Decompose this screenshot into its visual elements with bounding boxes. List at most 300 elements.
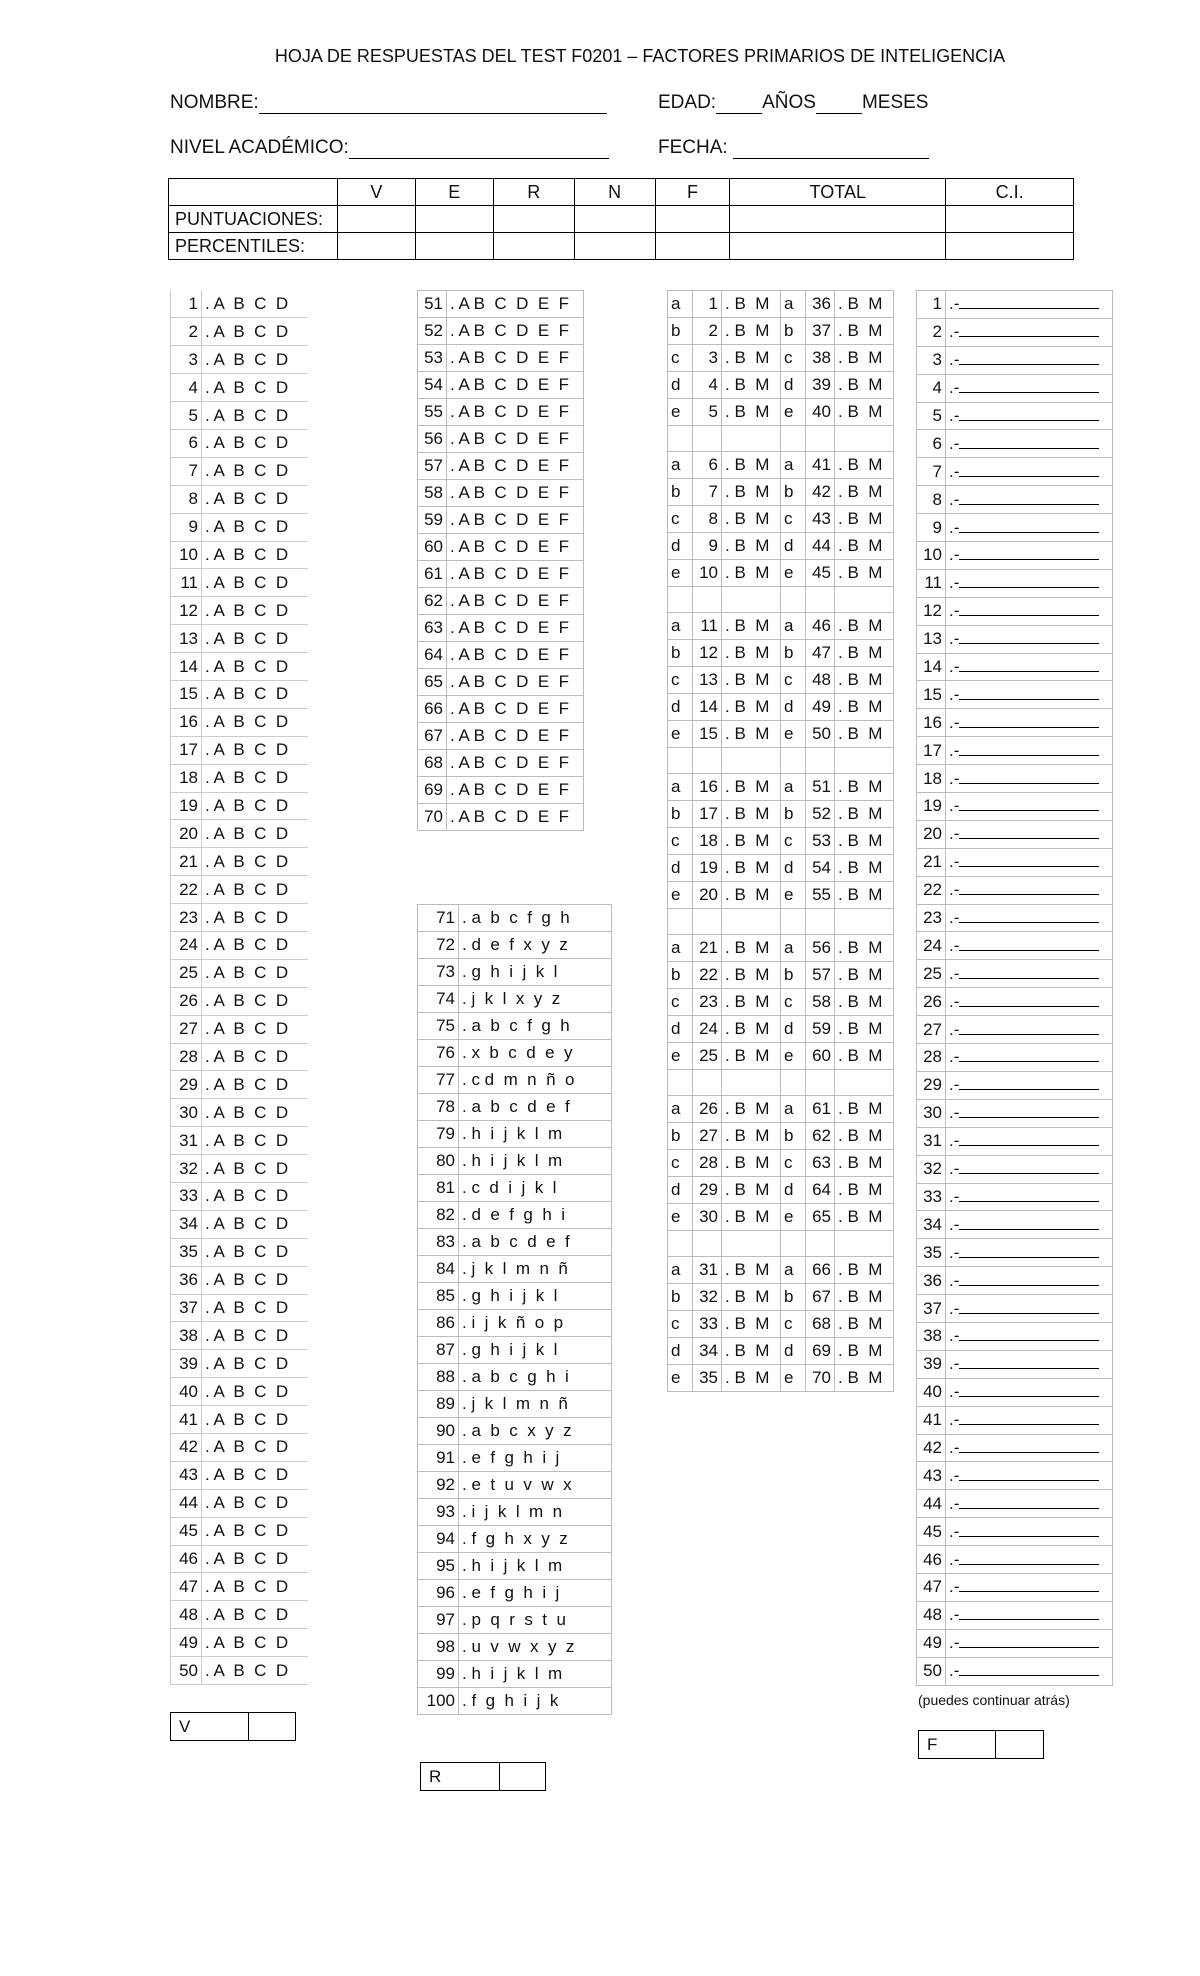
answer-row-f — [917, 1490, 1113, 1518]
answer-options[interactable]: . B M — [722, 1096, 781, 1123]
answer-line[interactable] — [946, 932, 1113, 960]
answer-options[interactable]: . A B C D — [202, 876, 309, 904]
answer-options[interactable]: . A B C D E F — [447, 291, 584, 318]
answer-options[interactable]: . B M — [722, 613, 781, 640]
answer-line[interactable] — [946, 291, 1113, 319]
answer-options[interactable]: . A B C D E F — [447, 399, 584, 426]
answer-options[interactable]: . B M — [722, 882, 781, 909]
answer-options[interactable]: . u v w x y z — [459, 1634, 612, 1661]
sub-letter: a — [668, 613, 693, 640]
answer-options[interactable]: . i j k ñ o p — [459, 1310, 612, 1337]
answer-options[interactable]: . B M — [722, 345, 781, 372]
answer-options[interactable]: . A B C D — [202, 1350, 309, 1378]
answer-options[interactable]: . B M — [722, 372, 781, 399]
line-prefix: .- — [949, 740, 960, 760]
answer-row-n — [668, 399, 894, 426]
answer-line[interactable] — [946, 681, 1113, 709]
answer-options[interactable]: . B M — [722, 1284, 781, 1311]
answer-options[interactable]: . x b c d e y — [459, 1040, 612, 1067]
answer-options[interactable]: . A B C D E F — [447, 507, 584, 534]
answer-options[interactable]: . A B C D — [202, 597, 309, 625]
answer-line[interactable] — [946, 1462, 1113, 1490]
answer-line[interactable] — [946, 1518, 1113, 1546]
answer-line[interactable] — [946, 1099, 1113, 1127]
answer-options[interactable]: . e f g h i j — [459, 1445, 612, 1472]
score-box-value[interactable] — [996, 1731, 1044, 1759]
answer-row-v — [171, 1434, 309, 1462]
answer-row-f — [917, 1322, 1113, 1350]
answer-line[interactable] — [946, 486, 1113, 514]
answer-options[interactable]: . A B C D — [202, 1517, 309, 1545]
answer-line[interactable] — [946, 346, 1113, 374]
answer-line[interactable] — [946, 402, 1113, 430]
item-number: 92 — [418, 1472, 459, 1499]
answer-options[interactable]: . A B C D — [202, 318, 309, 346]
answer-options[interactable]: . A B C D — [202, 848, 309, 876]
answer-options[interactable]: . A B C D — [202, 987, 309, 1015]
answer-options[interactable]: . B M — [722, 479, 781, 506]
answer-options[interactable]: . A B C D — [202, 1238, 309, 1266]
answer-line[interactable] — [946, 988, 1113, 1016]
answer-options[interactable]: . A B C D — [202, 402, 309, 430]
answer-options[interactable]: . B M — [722, 1177, 781, 1204]
score-header: C.I. — [946, 179, 1074, 206]
answer-options[interactable]: . A B C D — [202, 736, 309, 764]
answer-options[interactable]: . A B C D — [202, 1657, 309, 1685]
answer-options[interactable]: . A B C D — [202, 1155, 309, 1183]
sub-letter: c — [668, 345, 693, 372]
answer-options[interactable]: . A B C D — [202, 1545, 309, 1573]
answer-options[interactable]: . A B C D — [202, 290, 309, 318]
answer-options[interactable]: . d e f x y z — [459, 932, 612, 959]
answer-options[interactable]: . B M — [835, 613, 894, 640]
answer-row-f — [917, 1546, 1113, 1574]
answer-options[interactable]: . B M — [722, 667, 781, 694]
answer-row-f — [917, 1155, 1113, 1183]
answer-options[interactable]: . A B C D — [202, 485, 309, 513]
answer-options[interactable]: . B M — [835, 1096, 894, 1123]
score-box-f[interactable] — [918, 1730, 1044, 1759]
answer-options[interactable]: . B M — [835, 1204, 894, 1231]
answer-options[interactable]: . A B C D E F — [447, 453, 584, 480]
answer-line[interactable] — [946, 960, 1113, 988]
answer-options[interactable]: . B M — [835, 506, 894, 533]
answer-line[interactable] — [946, 876, 1113, 904]
item-number: 44 — [917, 1490, 946, 1518]
item-number: 86 — [418, 1310, 459, 1337]
answer-options[interactable]: . A B C D E F — [447, 480, 584, 507]
score-box-value[interactable] — [500, 1763, 546, 1791]
write-line — [959, 1494, 1099, 1509]
answer-options[interactable]: . B M — [722, 1150, 781, 1177]
item-number: 68 — [418, 750, 447, 777]
answer-row-f — [917, 542, 1113, 570]
answer-options[interactable]: . B M — [835, 345, 894, 372]
answer-line[interactable] — [946, 904, 1113, 932]
answer-options[interactable]: . B M — [835, 399, 894, 426]
answer-options[interactable]: . B M — [722, 962, 781, 989]
answer-options[interactable]: . B M — [722, 1365, 781, 1392]
answer-options[interactable]: . A B C D — [202, 820, 309, 848]
answer-options[interactable]: . A B C D E F — [447, 615, 584, 642]
answer-row-f — [917, 1462, 1113, 1490]
answer-line[interactable] — [946, 1071, 1113, 1099]
answer-line[interactable] — [946, 1211, 1113, 1239]
percentile-cell[interactable] — [730, 233, 946, 260]
answer-options[interactable]: . A B C D E F — [447, 642, 584, 669]
answer-options[interactable]: . A B C D — [202, 1406, 309, 1434]
percentile-cell[interactable] — [946, 233, 1074, 260]
answer-options[interactable]: . j k l m n ñ — [459, 1391, 612, 1418]
answer-options[interactable]: . B M — [835, 774, 894, 801]
answer-options[interactable]: . A B C D — [202, 1434, 309, 1462]
answer-line[interactable] — [946, 793, 1113, 821]
answer-options[interactable]: . A B C D — [202, 513, 309, 541]
answer-options[interactable]: . a b c g h i — [459, 1364, 612, 1391]
answer-options[interactable]: . A B C D E F — [447, 318, 584, 345]
answer-options[interactable]: . A B C D — [202, 959, 309, 987]
score-box-r[interactable] — [420, 1762, 546, 1791]
item-number: 65 — [806, 1204, 835, 1231]
fecha-field[interactable] — [658, 137, 929, 159]
answer-line[interactable] — [946, 1016, 1113, 1044]
answer-options[interactable]: . B M — [835, 452, 894, 479]
answer-options[interactable]: . h i j k l m — [459, 1553, 612, 1580]
spacer-cell — [781, 909, 806, 935]
item-number: 20 — [171, 820, 202, 848]
item-number: 17 — [917, 737, 946, 765]
answer-options[interactable]: . A B C D — [202, 680, 309, 708]
answer-options[interactable]: . B M — [722, 1204, 781, 1231]
answer-options[interactable]: . B M — [722, 318, 781, 345]
item-number: 61 — [418, 561, 447, 588]
answer-row-v — [171, 959, 309, 987]
answer-options[interactable]: . A B C D — [202, 1210, 309, 1238]
answer-options[interactable]: . B M — [835, 479, 894, 506]
answer-options[interactable]: . A B C D — [202, 931, 309, 959]
answer-options[interactable]: . c d m n ñ o — [459, 1067, 612, 1094]
score-cell[interactable] — [655, 206, 730, 233]
answer-options[interactable]: . h i j k l m — [459, 1121, 612, 1148]
answer-options[interactable]: . B M — [722, 506, 781, 533]
answer-options[interactable]: . B M — [835, 318, 894, 345]
answer-options[interactable]: . A B C D — [202, 346, 309, 374]
answer-options[interactable]: . A B C D — [202, 1573, 309, 1601]
answer-options[interactable]: . B M — [722, 452, 781, 479]
item-number: 90 — [418, 1418, 459, 1445]
answer-options[interactable]: . A B C D E F — [447, 588, 584, 615]
score-cell[interactable] — [946, 206, 1074, 233]
score-cell[interactable] — [574, 206, 655, 233]
answer-options[interactable]: . A B C D — [202, 1043, 309, 1071]
answer-options[interactable]: . B M — [835, 721, 894, 748]
answer-options[interactable]: . a b c x y z — [459, 1418, 612, 1445]
answer-options[interactable]: . g h i j k l — [459, 1337, 612, 1364]
answer-options[interactable]: . B M — [835, 1257, 894, 1284]
answer-options[interactable]: . B M — [722, 989, 781, 1016]
answer-options[interactable]: . h i j k l m — [459, 1148, 612, 1175]
answer-options[interactable]: . B M — [835, 1338, 894, 1365]
item-number: 49 — [806, 694, 835, 721]
answer-options[interactable]: . B M — [722, 1257, 781, 1284]
answer-options[interactable]: . A B C D — [202, 1601, 309, 1629]
answer-options[interactable]: . B M — [722, 291, 781, 318]
answer-options[interactable]: . B M — [835, 694, 894, 721]
answer-options[interactable]: . B M — [835, 560, 894, 587]
answer-line[interactable] — [946, 1183, 1113, 1211]
answer-options[interactable]: . B M — [722, 694, 781, 721]
line-prefix: .- — [949, 824, 960, 844]
answer-line[interactable] — [946, 1629, 1113, 1657]
sub-letter: d — [668, 1177, 693, 1204]
answer-options[interactable]: . B M — [722, 399, 781, 426]
answer-options[interactable]: . A B C D E F — [447, 669, 584, 696]
answer-line[interactable] — [946, 569, 1113, 597]
answer-options[interactable]: . a b c f g h — [459, 1013, 612, 1040]
answer-options[interactable]: . a b c d e f — [459, 1229, 612, 1256]
sub-letter: c — [781, 828, 806, 855]
answer-options[interactable]: . B M — [722, 640, 781, 667]
answer-line[interactable] — [946, 1490, 1113, 1518]
answer-options[interactable]: . A B C D — [202, 1629, 309, 1657]
answer-options[interactable]: . A B C D — [202, 1127, 309, 1155]
answer-options[interactable]: . B M — [835, 1284, 894, 1311]
answer-options[interactable]: . A B C D E F — [447, 534, 584, 561]
answer-options[interactable]: . B M — [835, 372, 894, 399]
answer-options[interactable]: . B M — [722, 533, 781, 560]
answer-options[interactable]: . B M — [835, 1043, 894, 1070]
score-header: E — [415, 179, 493, 206]
answer-options[interactable]: . B M — [835, 667, 894, 694]
answer-options[interactable]: . B M — [722, 560, 781, 587]
percentile-cell[interactable] — [574, 233, 655, 260]
answer-options[interactable]: . A B C D E F — [447, 426, 584, 453]
answer-options[interactable]: . f g h x y z — [459, 1526, 612, 1553]
score-header: TOTAL — [730, 179, 946, 206]
answer-options[interactable]: . A B C D E F — [447, 804, 584, 831]
nombre-field[interactable] — [170, 92, 607, 114]
answer-options[interactable]: . B M — [835, 533, 894, 560]
nivel-field[interactable] — [170, 137, 609, 159]
score-box-label: V — [171, 1713, 249, 1741]
answer-line[interactable] — [946, 542, 1113, 570]
answer-line[interactable] — [946, 848, 1113, 876]
answer-options[interactable]: . A B C D — [202, 764, 309, 792]
answer-options[interactable]: . B M — [722, 721, 781, 748]
answer-options[interactable]: . B M — [722, 935, 781, 962]
score-cell[interactable] — [415, 206, 493, 233]
answer-options[interactable]: . B M — [835, 1150, 894, 1177]
answer-options[interactable]: . A B C D — [202, 569, 309, 597]
answer-options[interactable]: . B M — [835, 989, 894, 1016]
answer-options[interactable]: . B M — [835, 291, 894, 318]
answer-options[interactable]: . B M — [722, 828, 781, 855]
answer-line[interactable] — [946, 1322, 1113, 1350]
answer-options[interactable]: . B M — [835, 1311, 894, 1338]
score-box-value[interactable] — [249, 1713, 296, 1741]
answer-row-n — [668, 1150, 894, 1177]
item-number: 77 — [418, 1067, 459, 1094]
edad-field[interactable] — [658, 92, 928, 114]
answer-options[interactable]: . B M — [835, 640, 894, 667]
answer-line[interactable] — [946, 737, 1113, 765]
answer-options[interactable]: . A B C D E F — [447, 345, 584, 372]
answer-line[interactable] — [946, 1155, 1113, 1183]
answer-options[interactable]: . p q r s t u — [459, 1607, 612, 1634]
answer-row-v — [171, 318, 309, 346]
item-number: 82 — [418, 1202, 459, 1229]
answer-line[interactable] — [946, 625, 1113, 653]
answer-line[interactable] — [946, 1434, 1113, 1462]
answer-options[interactable]: . A B C D — [202, 1266, 309, 1294]
answer-options[interactable]: . B M — [722, 774, 781, 801]
answer-line[interactable] — [946, 765, 1113, 793]
answer-options[interactable]: . h i j k l m — [459, 1661, 612, 1688]
answer-options[interactable]: . B M — [835, 1123, 894, 1150]
answer-line[interactable] — [946, 653, 1113, 681]
answer-options[interactable]: . A B C D — [202, 1322, 309, 1350]
answer-options[interactable]: . B M — [835, 1177, 894, 1204]
answer-line[interactable] — [946, 1044, 1113, 1072]
answer-options[interactable]: . B M — [722, 1016, 781, 1043]
answer-options[interactable]: . a b c d e f — [459, 1094, 612, 1121]
answer-options[interactable]: . B M — [722, 801, 781, 828]
answer-options[interactable]: . A B C D — [202, 1489, 309, 1517]
answer-options[interactable]: . A B C D — [202, 1294, 309, 1322]
answer-options[interactable]: . B M — [835, 855, 894, 882]
answer-options[interactable]: . A B C D E F — [447, 723, 584, 750]
item-number: 67 — [418, 723, 447, 750]
answer-line[interactable] — [946, 1546, 1113, 1574]
sub-letter: a — [781, 1096, 806, 1123]
answer-line[interactable] — [946, 1267, 1113, 1295]
sub-letter: b — [668, 640, 693, 667]
answer-options[interactable]: . A B C D — [202, 1461, 309, 1489]
answer-options[interactable]: . i j k l m n — [459, 1499, 612, 1526]
answer-line[interactable] — [946, 458, 1113, 486]
answer-options[interactable]: . A B C D — [202, 429, 309, 457]
answer-options[interactable]: . g h i j k l — [459, 959, 612, 986]
sub-letter: d — [668, 1016, 693, 1043]
answer-options[interactable]: . e t u v w x — [459, 1472, 612, 1499]
percentile-cell[interactable] — [493, 233, 574, 260]
answer-options[interactable]: . A B C D E F — [447, 696, 584, 723]
answer-line[interactable] — [946, 1127, 1113, 1155]
answer-line[interactable] — [946, 1378, 1113, 1406]
answer-line[interactable] — [946, 820, 1113, 848]
spacer-cell — [668, 1070, 693, 1096]
spacer-cell — [806, 1231, 835, 1257]
answer-options[interactable]: . A B C D E F — [447, 372, 584, 399]
score-cell[interactable] — [338, 206, 416, 233]
answer-line[interactable] — [946, 1657, 1113, 1685]
answer-options[interactable]: . A B C D — [202, 1099, 309, 1127]
score-cell[interactable] — [493, 206, 574, 233]
answer-options[interactable]: . A B C D — [202, 792, 309, 820]
answer-options[interactable]: . A B C D E F — [447, 750, 584, 777]
answer-options[interactable]: . B M — [722, 855, 781, 882]
answer-options[interactable]: . f g h i j k — [459, 1688, 612, 1715]
answer-line[interactable] — [946, 709, 1113, 737]
answer-options[interactable]: . B M — [722, 1123, 781, 1150]
item-number: 42 — [806, 479, 835, 506]
answer-row-n — [668, 721, 894, 748]
answer-options[interactable]: . B M — [835, 1016, 894, 1043]
answer-options[interactable]: . g h i j k l — [459, 1283, 612, 1310]
answer-row-n — [668, 828, 894, 855]
item-number: 38 — [917, 1322, 946, 1350]
score-cell[interactable] — [730, 206, 946, 233]
answer-options[interactable]: . A B C D — [202, 1071, 309, 1099]
write-line — [959, 796, 1099, 811]
answer-line[interactable] — [946, 430, 1113, 458]
answer-options[interactable]: . B M — [835, 828, 894, 855]
answer-options[interactable]: . B M — [835, 882, 894, 909]
answer-line[interactable] — [946, 514, 1113, 542]
answer-options[interactable]: . B M — [835, 1365, 894, 1392]
answer-options[interactable]: . A B C D — [202, 708, 309, 736]
percentile-cell[interactable] — [338, 233, 416, 260]
answer-options[interactable]: . A B C D — [202, 625, 309, 653]
answer-line[interactable] — [946, 1295, 1113, 1323]
answer-line[interactable] — [946, 1406, 1113, 1434]
answer-options[interactable]: . j k l x y z — [459, 986, 612, 1013]
answer-options[interactable]: . B M — [835, 962, 894, 989]
write-line — [959, 741, 1099, 756]
answer-options[interactable]: . B M — [835, 801, 894, 828]
answer-options[interactable]: . A B C D — [202, 1183, 309, 1211]
answer-options[interactable]: . A B C D — [202, 1378, 309, 1406]
answer-row-f — [917, 1295, 1113, 1323]
answer-line[interactable] — [946, 1573, 1113, 1601]
answer-options[interactable]: . c d i j k l — [459, 1175, 612, 1202]
answer-options[interactable]: . A B C D — [202, 374, 309, 402]
answer-line[interactable] — [946, 1239, 1113, 1267]
line-prefix: .- — [949, 768, 960, 788]
answer-options[interactable]: . e f g h i j — [459, 1580, 612, 1607]
answer-options[interactable]: . B M — [722, 1311, 781, 1338]
answer-line[interactable] — [946, 1350, 1113, 1378]
answer-options[interactable]: . A B C D — [202, 541, 309, 569]
score-box-v[interactable] — [170, 1712, 296, 1741]
answer-options[interactable]: . a b c f g h — [459, 905, 612, 932]
spacer-cell — [835, 1231, 894, 1257]
answer-line[interactable] — [946, 374, 1113, 402]
item-number: 78 — [418, 1094, 459, 1121]
answer-options[interactable]: . A B C D — [202, 904, 309, 932]
answer-options[interactable]: . A B C D E F — [447, 561, 584, 588]
answer-options[interactable]: . A B C D E F — [447, 777, 584, 804]
answers-r-table — [417, 904, 612, 1715]
item-number: 13 — [693, 667, 722, 694]
answer-line[interactable] — [946, 597, 1113, 625]
item-number: 43 — [917, 1462, 946, 1490]
percentile-cell[interactable] — [415, 233, 493, 260]
sub-letter: b — [668, 962, 693, 989]
answer-line[interactable] — [946, 318, 1113, 346]
answer-options[interactable]: . B M — [835, 935, 894, 962]
answer-options[interactable]: . d e f g h i — [459, 1202, 612, 1229]
answer-options[interactable]: . A B C D — [202, 1015, 309, 1043]
percentile-cell[interactable] — [655, 233, 730, 260]
answer-row-n — [668, 1177, 894, 1204]
answer-options[interactable]: . B M — [722, 1043, 781, 1070]
answer-options[interactable]: . j k l m n ñ — [459, 1256, 612, 1283]
answer-options[interactable]: . A B C D — [202, 653, 309, 681]
answer-options[interactable]: . A B C D — [202, 457, 309, 485]
answer-options[interactable]: . B M — [722, 1338, 781, 1365]
answer-line[interactable] — [946, 1601, 1113, 1629]
